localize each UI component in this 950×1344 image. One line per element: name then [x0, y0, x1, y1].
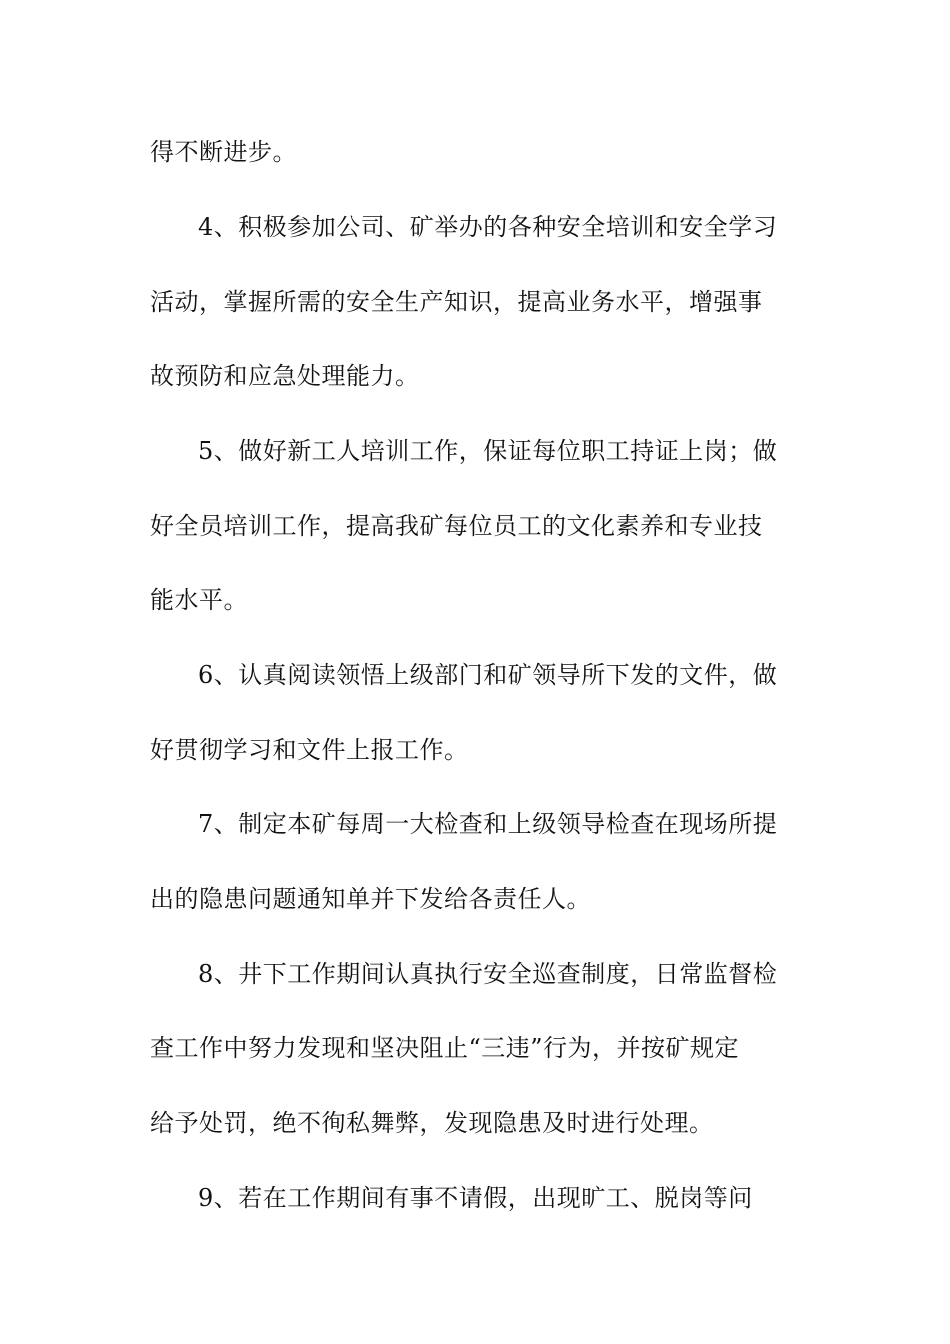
text-line: 9、若在工作期间有事不请假，出现旷工、脱岗等问 [198, 1184, 753, 1212]
text-line: 活动，掌握所需的安全生产知识，提高业务水平，增强事 [150, 288, 763, 316]
text-line: 好全员培训工作，提高我矿每位员工的文化素养和专业技 [150, 512, 763, 540]
text-line: 查工作中努力发现和坚决阻止“三违”行为，并按矿规定 [150, 1034, 740, 1062]
text-line: 5、做好新工人培训工作，保证每位职工持证上岗；做 [198, 437, 778, 465]
text-line: 7、制定本矿每周一大检查和上级领导检查在现场所提 [198, 810, 778, 838]
text-line: 出的隐患问题通知单并下发给各责任人。 [150, 885, 591, 913]
text-line: 4、积极参加公司、矿举办的各种安全培训和安全学习 [198, 213, 778, 241]
text-line: 给予处罚，绝不徇私舞弊，发现隐患及时进行处理。 [150, 1109, 714, 1137]
text-line: 8、井下工作期间认真执行安全巡查制度，日常监督检 [198, 960, 778, 988]
text-line: 6、认真阅读领悟上级部门和矿领导所下发的文件，做 [198, 661, 778, 689]
text-line: 能水平。 [150, 586, 248, 614]
text-line: 好贯彻学习和文件上报工作。 [150, 736, 469, 764]
text-line: 故预防和应急处理能力。 [150, 362, 420, 390]
text-line: 得不断进步。 [150, 138, 297, 166]
